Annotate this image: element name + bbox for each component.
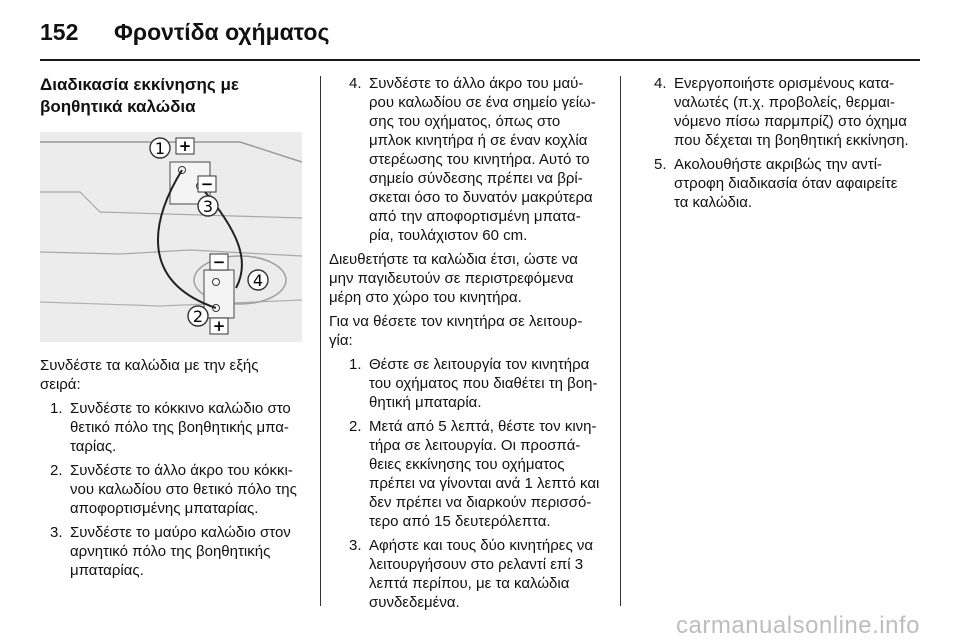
step-text: Συνδέστε το κόκκινο καλώδιο στο θετικό πόλο της βοηθητικής μπα-ταρίας. <box>70 400 291 455</box>
column-2 <box>329 74 605 617</box>
step-text: Συνδέστε το άλλο άκρο του μαύ-ρου καλωδίου σε ένα σημείο γείω-σης του οχήματος, όπως στο μπλοκ κινητήρα ή σε έναν κοχλία στερέωσης του κινητήρα. Αυτό το σημείο σύνδεσης πρέπει να βρί-σκεται όσο το δυνατόν μακρύτερα από την αποφορτισμένη μπατα-ρία, τουλάχιστον 60 cm. <box>369 75 596 244</box>
finish-steps-list <box>634 74 914 212</box>
minus-sign-bottom: − <box>212 253 226 271</box>
header-rule <box>40 59 920 61</box>
jump-start-diagram <box>40 132 302 342</box>
list-item <box>634 74 914 150</box>
step-text: Μετά από 5 λεπτά, θέστε τον κινη-τήρα σε λειτουργία. Οι προσπά-θειες εκκίνησης του οχήματος πρέπει να γίνονται ανά 1 λεπτό και δεν πρέπει να διαρκούν περισσό-τερο από 15 δευτερόλεπτα. <box>369 418 600 530</box>
discharged-negative-terminal <box>213 279 220 286</box>
list-item <box>40 399 302 456</box>
cable-routing-text: Διευθετήστε τα καλώδια έτσι, ώστε να μην παγιδευτούν σε περιστρεφόμενα μέρη στο χώρο του κινητήρα. <box>329 251 578 306</box>
step-number: 4. <box>349 75 362 92</box>
step-text: Ενεργοποιήστε ορισμένους κατα-ναλωτές (π.χ. προβολείς, θερμαι-νόμενο πίσω παρμπρίζ) στο όχημα που δέχεται τη βοηθητική εκκίνηση. <box>674 75 909 149</box>
discharged-battery <box>204 270 234 318</box>
step-number: 4. <box>654 75 667 92</box>
step-number: 1. <box>50 400 63 417</box>
list-item <box>329 536 605 612</box>
step-text: Θέστε σε λειτουργία τον κινητήρα του οχήματος που διαθέτει τη βοη-θητική μπαταρία. <box>369 356 598 411</box>
list-item <box>329 417 605 531</box>
list-item <box>40 461 302 518</box>
start-engine-intro: Για να θέσετε τον κινητήρα σε λειτουρ-γία: <box>329 313 583 349</box>
callout-3: 3 <box>202 197 214 216</box>
page-header <box>40 10 920 50</box>
plus-sign-top: + <box>178 137 192 155</box>
step-text: Συνδέστε το άλλο άκρο του κόκκι-νου καλωδίου στο θετικό πόλο της αποφορτισμένης μπαταρίας. <box>70 462 297 517</box>
step-number: 1. <box>349 356 362 373</box>
list-item <box>40 523 302 580</box>
column-3 <box>634 74 914 217</box>
step-number: 3. <box>50 524 63 541</box>
step-text: Συνδέστε το μαύρο καλώδιο στον αρνητικό πόλο της βοηθητικής μπαταρίας. <box>70 524 291 579</box>
connect-steps-list <box>40 399 302 580</box>
column-divider-1 <box>320 76 321 606</box>
section-title: Διαδικασία εκκίνησης με βοηθητικά καλώδια <box>40 75 239 116</box>
list-item <box>329 355 605 412</box>
step-number: 2. <box>349 418 362 435</box>
step-text: Ακολουθήστε ακριβώς την αντί-στροφη διαδικασία όταν αφαιρείτε τα καλώδια. <box>674 156 898 211</box>
page-number: 152 <box>40 19 79 45</box>
column-1 <box>40 74 302 585</box>
step-number: 2. <box>50 462 63 479</box>
step-number: 3. <box>349 537 362 554</box>
watermark: carmanualsonline.info <box>676 612 920 639</box>
column-divider-2 <box>620 76 621 606</box>
callout-1: 1 <box>154 139 166 158</box>
jump-start-illustration <box>40 132 302 342</box>
list-item <box>634 155 914 212</box>
callout-4: 4 <box>252 271 264 290</box>
connect-steps-continued <box>329 74 605 245</box>
callout-2: 2 <box>192 307 204 326</box>
plus-sign-bottom: + <box>212 317 226 335</box>
step-text: Αφήστε και τους δύο κινητήρες να λειτουργήσουν στο ρελαντί επί 3 λεπτά περίπου, με τα καλώδια συνδεδεμένα. <box>369 537 594 611</box>
page-title: Φροντίδα οχήματος <box>114 19 330 45</box>
car-outline-top <box>40 142 302 162</box>
intro-text: Συνδέστε τα καλώδια με την εξής σειρά: <box>40 357 259 393</box>
step-number: 5. <box>654 156 667 173</box>
car-outline-low <box>40 250 302 256</box>
start-steps-list <box>329 355 605 612</box>
minus-sign-top: − <box>200 175 214 193</box>
list-item <box>329 74 605 245</box>
